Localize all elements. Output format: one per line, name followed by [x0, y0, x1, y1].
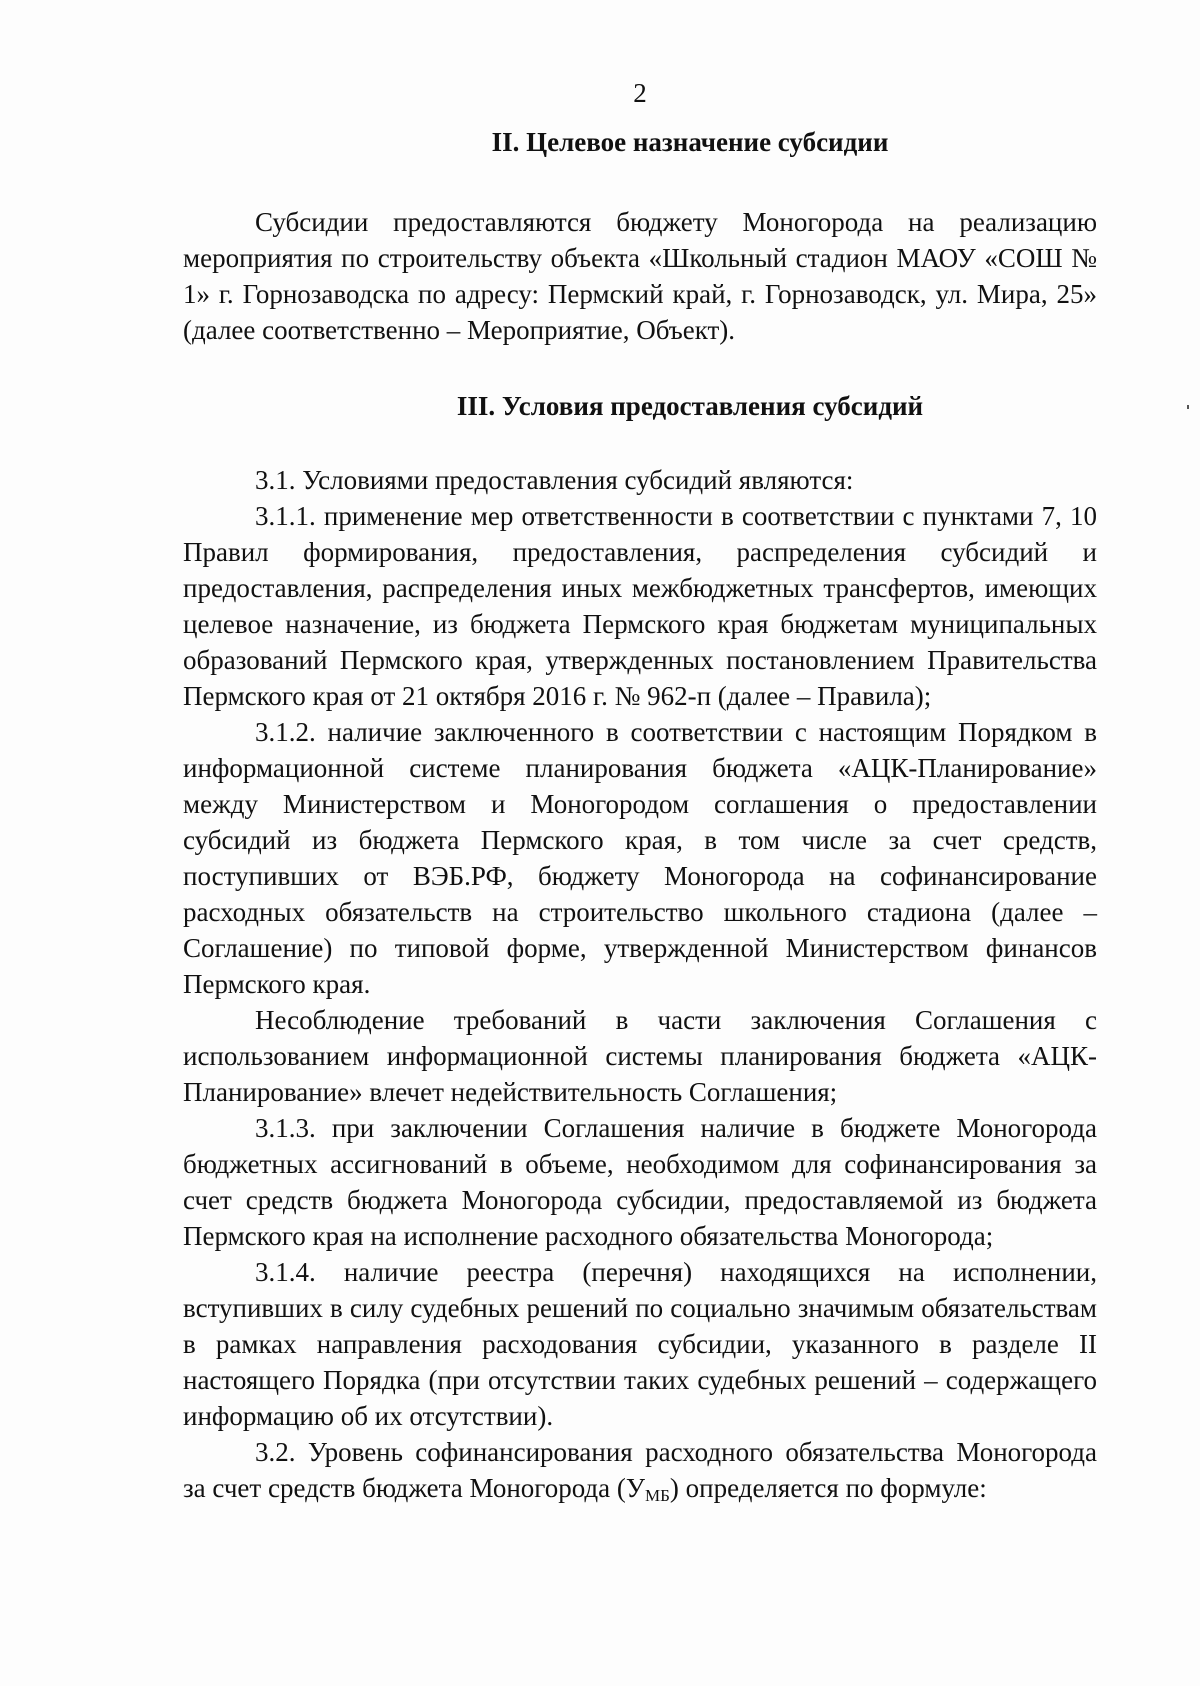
paragraph-noncompliance: Несоблюдение требований в части заключения Соглашения с использованием информационной системы планирования бюджета «АЦК-Планирование» влечет недействительность Соглашения;	[183, 1005, 1097, 1107]
paragraph-3-1-3: 3.1.3. при заключении Соглашения наличие в бюджете Моногорода бюджетных ассигнований в объеме, необходимом для софинансирования за счет средств бюджета Моногорода субсидии, предоставляемой из бюджета Пермского края на исполнение расходного обязательства Моногорода;	[183, 1113, 1097, 1251]
paragraph-3-2-text-end: ) определяется по формуле:	[669, 1473, 987, 1503]
formula-subscript: МБ	[645, 1486, 670, 1505]
paragraph-3-1-1: 3.1.1. применение мер ответственности в соответствии с пунктами 7, 10 Правил формирования, предоставления, распределения субсидий и предоставления, распределения иных межбюджетных трансфертов, имеющих целевое назначение, из бюджета Пермского края бюджетам муниципальных образований Пермского края, утвержденных постановлением Правительства Пермского края от 21 октября 2016 г. № 962-п (далее – Правила);	[183, 501, 1097, 711]
paragraph-3-1-2: 3.1.2. наличие заключенного в соответствии с настоящим Порядком в информационной системе планирования бюджета «АЦК-Планирование» между Министерством и Моногородом соглашения о предоставлении субсидий из бюджета Пермского края, в том числе за счет средств, поступивших от ВЭБ.РФ, бюджету Моногорода на софинансирование расходных обязательств на строительство школьного стадиона (далее – Соглашение) по типовой форме, утвержденной Министерством финансов Пермского края.	[183, 717, 1097, 999]
section-3-title: III. Условия предоставления субсидий	[456, 391, 924, 421]
paragraph-3-1: 3.1. Условиями предоставления субсидий являются:	[255, 465, 854, 495]
paragraph-3-2	[183, 1434, 1097, 1506]
section-2-paragraph: Субсидии предоставляются бюджету Моногорода на реализацию мероприятия по строительству объекта «Школьный стадион МАОУ «СОШ № 1» г. Горнозаводска по адресу: Пермский край, г. Горнозаводск, ул. Мира, 25» (далее соответственно – Мероприятие, Объект).	[183, 207, 1097, 345]
document-body	[183, 124, 1097, 1506]
scan-speck	[1187, 405, 1189, 409]
paragraph-3-1-4: 3.1.4. наличие реестра (перечня) находящихся на исполнении, вступивших в силу судебных решений по социально значимым обязательствам в рамках направления расходования субсидии, указанного в разделе II настоящего Порядка (при отсутствии таких судебных решений – содержащего информацию об их отсутствии).	[183, 1257, 1097, 1431]
section-2-title: II. Целевое назначение субсидии	[491, 127, 889, 157]
page-number: 2	[633, 78, 647, 108]
paragraph-3-2-text-start: 3.2. Уровень софинансирования расходного обязательства Моногорода за счет средств бюджета Моногорода (У	[183, 1437, 1097, 1503]
